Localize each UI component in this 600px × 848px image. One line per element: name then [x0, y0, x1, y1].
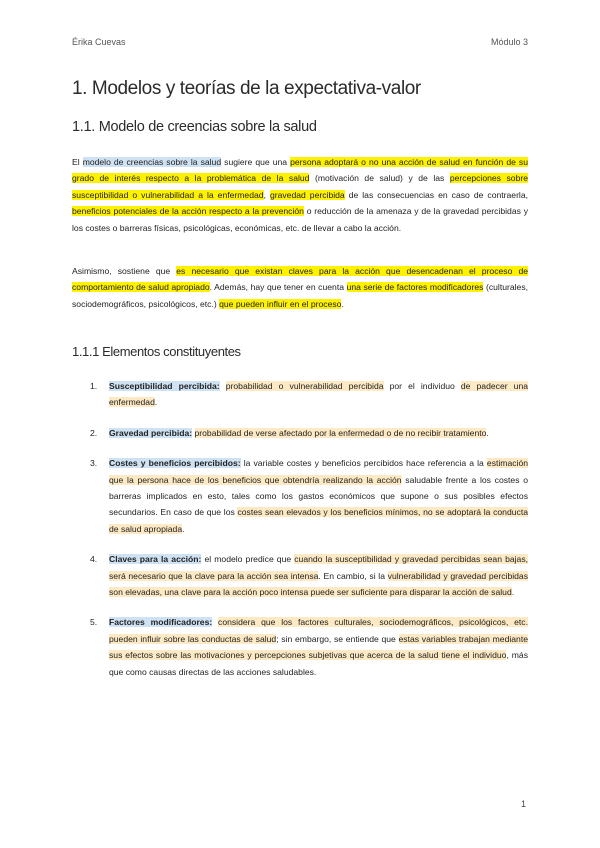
highlight-yellow: una serie de factores modificadores — [346, 282, 484, 293]
text-span: , más que como causas directas de las acciones saludables. — [109, 650, 528, 677]
heading-level-3: 1.1.1 Elementos constituyentes — [72, 344, 241, 359]
highlight-yellow: que pueden influir en el proceso — [219, 298, 342, 309]
text-span: de las consecuencias en caso de contraerla, — [344, 189, 529, 200]
text-span: El — [72, 157, 83, 167]
list-item — [72, 614, 528, 680]
heading-level-1: 1. Modelos y teorías de la expectativa-valor — [72, 78, 421, 99]
list-number: 3. — [90, 458, 98, 469]
highlight-orange: considera que los factores culturales, sociodemográficos, psicológicos, etc. pueden influir sobre las conductas de salud — [109, 617, 528, 644]
page-number: 1 — [520, 799, 526, 809]
text-span: (culturales, sociodemográficos, psicológicos, etc.) — [72, 282, 528, 309]
list-item — [72, 551, 528, 600]
highlight-orange: costes sean elevados y los beneficios mínimos, no se adoptará la conducta de salud apropiada — [109, 507, 528, 534]
highlight-orange: probabilidad o vulnerabilidad percibida — [225, 381, 384, 391]
heading-level-2: 1.1. Modelo de creencias sobre la salud — [72, 119, 317, 135]
list-number: 5. — [90, 617, 98, 628]
header-module: Módulo 3 — [490, 37, 528, 47]
term-label: Costes y beneficios percibidos: — [109, 458, 241, 469]
text-span: . Además, hay que tener en cuenta — [209, 282, 347, 293]
text-span: . — [341, 298, 344, 309]
text-span: . — [486, 427, 489, 438]
text-span: . — [154, 397, 158, 408]
text-span: (motivación de salud) y de las — [309, 173, 450, 184]
text-span: . — [182, 523, 185, 534]
highlight-orange: vulnerabilidad y gravedad percibidas son elevadas, una clave para la acción poco intensa puede ser suficiente para disparar la acción de salud — [109, 570, 529, 598]
text-span: . En cambio, si la — [318, 570, 388, 581]
header-author: Érika Cuevas — [72, 37, 126, 47]
text-span: saludable frente a los costes o barreras implicados en esto, tales como los gastos económicos que supone o sus posibles efectos secundarios. En caso de que los — [109, 474, 528, 518]
list-item — [72, 455, 528, 537]
highlight-yellow: gravedad percibida — [269, 189, 345, 200]
list-item — [72, 425, 528, 441]
highlight-yellow: es necesario que existan claves para la acción que desencadenan el proceso de comportamiento de salud apropiado — [72, 266, 528, 293]
highlight-orange: estimación que la persona hace de los beneficios que obtendría realizando la acción — [109, 458, 528, 485]
term-label: Gravedad percibida: — [109, 427, 193, 438]
text-span: el modelo predice que — [201, 554, 295, 565]
paragraph-cues — [72, 263, 528, 312]
list-number: 4. — [90, 554, 98, 565]
highlight-yellow: persona adoptará o no una acción de salud en función de su grado de interés respecto a la problemática de la salud — [72, 157, 528, 184]
highlight-blue: modelo de creencias sobre la salud — [82, 157, 222, 167]
term-label: Claves para la acción: — [109, 554, 202, 565]
highlight-orange: probabilidad de verse afectado por la enfermedad o de no recibir tratamiento — [194, 427, 487, 438]
paragraph-intro — [72, 154, 528, 236]
highlight-orange: de padecer una enfermedad — [109, 381, 529, 408]
text-span — [220, 381, 226, 391]
elements-list — [72, 378, 528, 680]
highlight-yellow: beneficios potenciales de la acción respecto a la prevención — [72, 206, 304, 217]
highlight-orange: estas variables trabajan mediante sus efectos sobre las motivaciones y percepciones subjetivas que acerca de la salud tiene el individuo — [109, 633, 528, 661]
term-label: Factores modificadores: — [109, 617, 213, 628]
text-span: ; sin embargo, se entiende que — [276, 633, 399, 644]
text-span: . — [511, 587, 515, 598]
text-span: la variable costes y beneficios percibidos hace referencia a la — [240, 458, 487, 469]
highlight-orange: cuando la susceptibilidad y gravedad percibidas sean bajas, será necesario que la clave para la acción sea intensa — [109, 554, 529, 581]
text-span: por el individuo — [383, 381, 461, 391]
highlight-yellow: percepciones sobre susceptibilidad o vulnerabilidad a la enfermedad — [72, 173, 528, 200]
text-span: , — [263, 189, 270, 200]
text-span: o reducción de la amenaza y de la gravedad percibidas y los costes o barreras físicas, psicológicas, económicas, etc. de llevar a cabo la acción. — [72, 206, 528, 233]
text-span: sugiere que una — [221, 157, 291, 167]
list-item — [72, 378, 528, 411]
list-number: 1. — [90, 381, 98, 391]
term-label: Susceptibilidad percibida: — [109, 381, 220, 391]
list-number: 2. — [90, 427, 98, 438]
text-span: Asimismo, sostiene que — [72, 266, 177, 276]
